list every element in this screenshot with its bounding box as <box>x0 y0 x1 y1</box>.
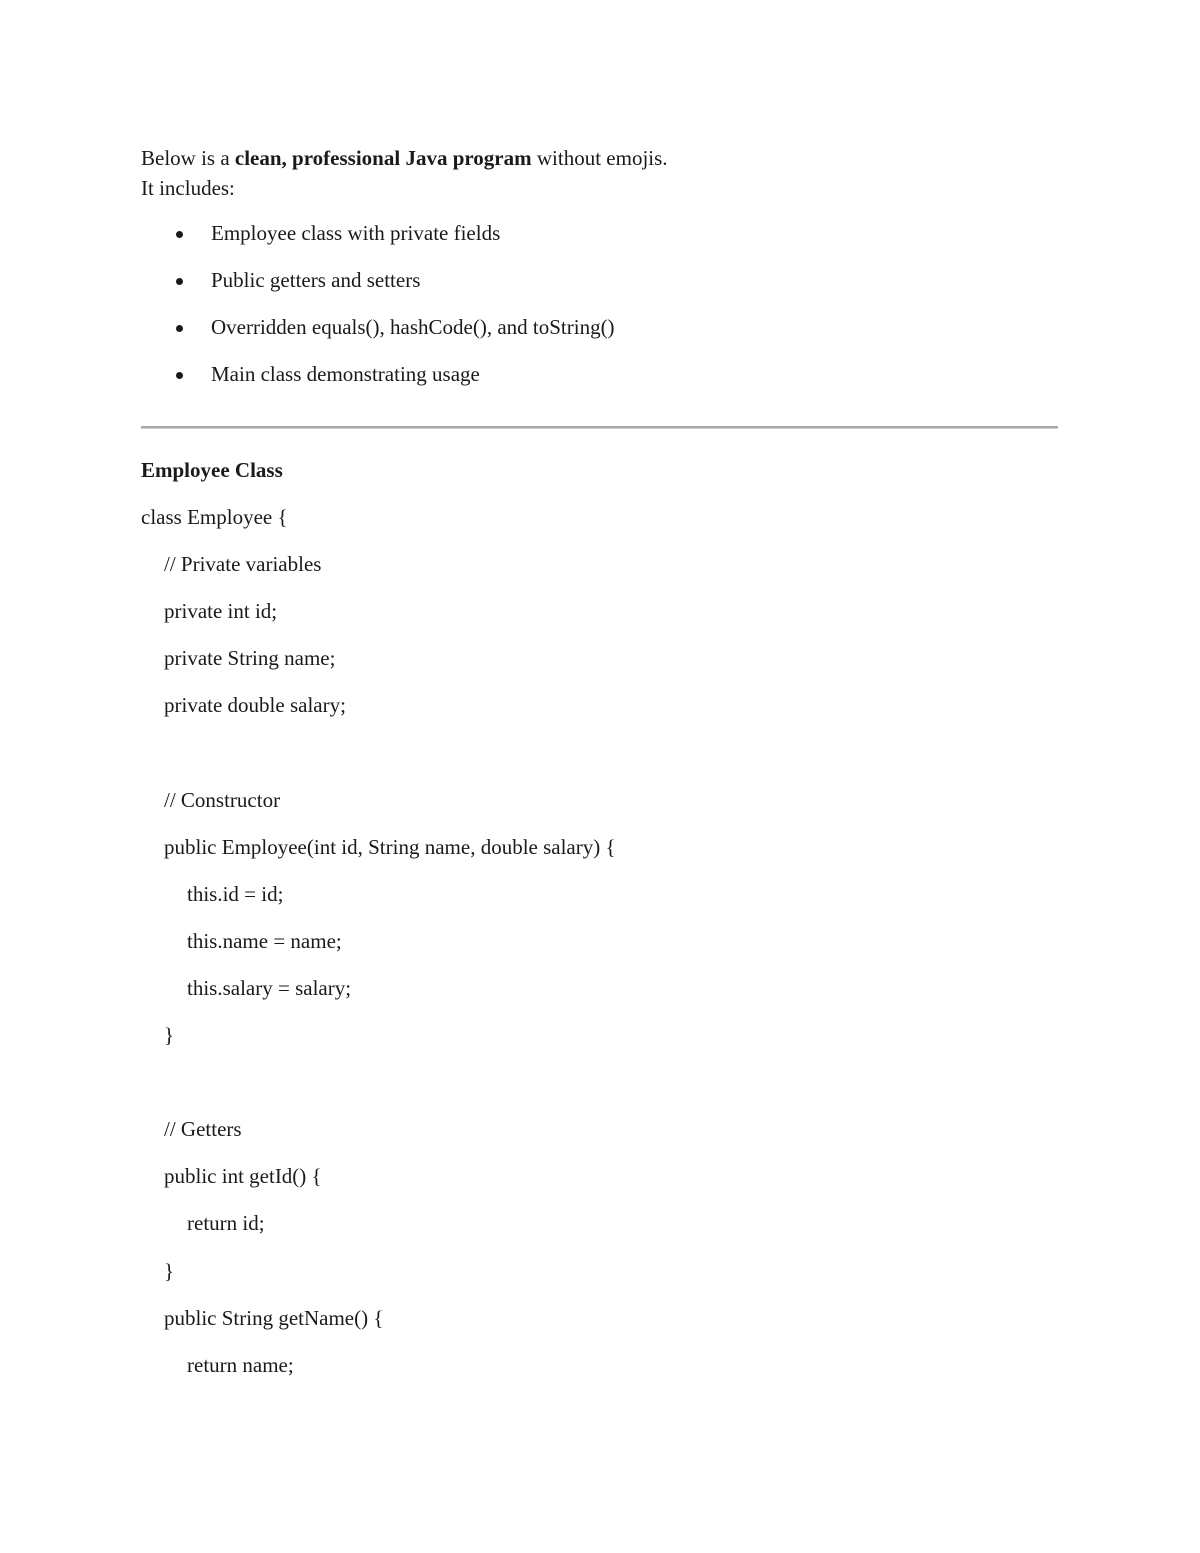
code-line: public String getName() { <box>164 1305 384 1330</box>
code-line: this.id = id; <box>187 881 284 906</box>
intro-bold-phrase: clean, professional Java program <box>234 146 532 170</box>
code-line: // Getters <box>164 1117 242 1142</box>
code-line: } <box>164 1258 175 1283</box>
feature-list <box>141 218 615 406</box>
intro-line-2: It includes: <box>141 176 235 200</box>
code-line: this.name = name; <box>187 928 342 953</box>
section-heading: Employee Class <box>141 458 283 482</box>
list-item <box>141 359 615 406</box>
list-item <box>141 218 615 265</box>
code-line: // Private variables <box>164 552 322 577</box>
code-line: private String name; <box>164 646 336 671</box>
code-line: public int getId() { <box>164 1164 322 1189</box>
list-item-text: Employee class with private fields <box>211 221 501 245</box>
bullet-icon <box>176 278 183 285</box>
code-line: public Employee(int id, String name, double salary) { <box>164 834 616 859</box>
code-line: } <box>164 1023 175 1048</box>
list-item <box>141 265 615 312</box>
list-item-text: Main class demonstrating usage <box>211 362 480 386</box>
code-line: return name; <box>187 1352 294 1377</box>
bullet-icon <box>176 231 183 238</box>
bullet-icon <box>176 325 183 332</box>
bullet-icon <box>176 372 183 379</box>
code-line-blank <box>141 1067 616 1114</box>
code-line: return id; <box>187 1211 265 1236</box>
code-line: // Constructor <box>164 787 281 812</box>
list-item <box>141 312 615 359</box>
intro-line-1 <box>141 143 668 173</box>
intro-text-end: without emojis. <box>531 146 668 170</box>
code-line: this.salary = salary; <box>187 975 352 1000</box>
code-line: private double salary; <box>164 693 346 718</box>
intro-paragraph <box>141 143 668 203</box>
intro-text-start: Below is a <box>141 146 235 170</box>
code-line-blank <box>141 737 616 784</box>
code-line: private int id; <box>164 599 278 624</box>
horizontal-divider <box>141 426 1058 429</box>
code-block <box>141 502 616 1397</box>
list-item-text: Public getters and setters <box>211 268 421 292</box>
code-line: class Employee { <box>141 505 288 529</box>
list-item-text: Overridden equals(), hashCode(), and toString() <box>211 315 615 339</box>
